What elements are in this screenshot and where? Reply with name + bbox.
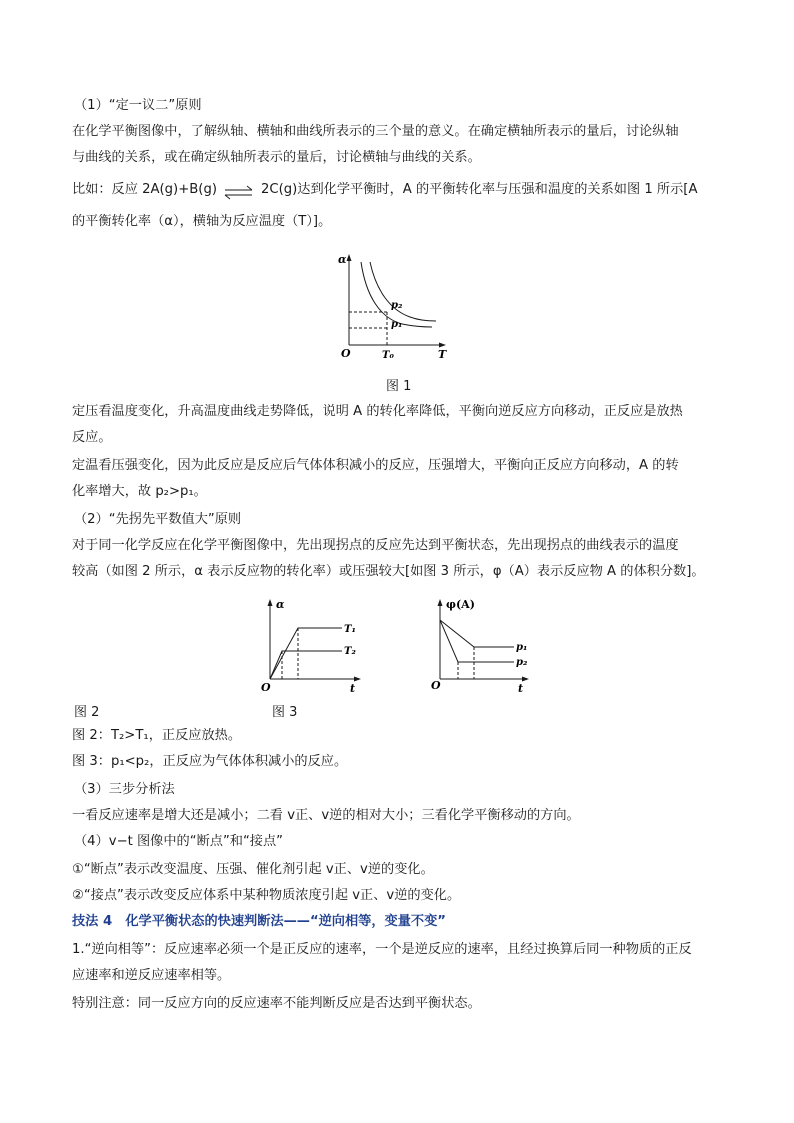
fig1-y-label: α — [338, 253, 347, 266]
paragraph-line: 图 2：T₂>T₁，正反应放热。 — [72, 728, 242, 743]
fig1-curve-p2 — [361, 262, 432, 327]
figure-3-chart — [428, 590, 540, 695]
fig2-y-arrow — [268, 599, 273, 606]
figure-1-caption: 图 1 — [386, 379, 412, 394]
fig1-origin: O — [341, 347, 351, 360]
technique-heading: 技法 4 化学平衡状态的快速判断法——“逆向相等，变量不变” — [72, 914, 446, 929]
fig1-label-p1: p₁ — [391, 319, 403, 330]
fig3-line-p2 — [440, 620, 514, 662]
paragraph-line: 1.“逆向相等”：反应速率必须一个是正反应的速率，一个是逆反应的速率，且经过换算后同一种物质的正反 — [72, 942, 692, 957]
paragraph-line-reaction-b: 2C(g)达到化学平衡时，A 的平衡转化率与压强和温度的关系如图 1 所示[A — [261, 182, 698, 197]
fig3-x-label: t — [518, 682, 524, 695]
fig2-x-label: t — [350, 682, 356, 695]
paragraph-line: 的平衡转化率（α），横轴为反应温度（T）]。 — [72, 214, 332, 229]
figure-2-caption: 图 2 — [74, 705, 100, 720]
fig3-y-arrow — [438, 599, 443, 606]
fig3-y-label: φ(A) — [446, 598, 475, 611]
paragraph-line: 较高（如图 2 所示，α 表示反应物的转化率）或压强较大[如图 3 所示，φ（A）表示反应物 A 的体积分数]。 — [72, 564, 705, 579]
fig2-label-t2: T₂ — [344, 646, 356, 657]
paragraph-line: ②“接点”表示改变反应体系中某种物质浓度引起 v正、v逆的变化。 — [72, 888, 461, 903]
paragraph-line: ①“断点”表示改变温度、压强、催化剂引起 v正、v逆的变化。 — [72, 862, 434, 877]
fig1-x-arrow — [439, 343, 446, 348]
fig1-label-p2: p₂ — [391, 300, 403, 311]
paragraph-line: 反应。 — [72, 430, 112, 445]
fig3-x-arrow — [522, 677, 529, 682]
paragraph-line: 一看反应速率是增大还是减小；二看 v正、v逆的相对大小；三看化学平衡移动的方向。 — [72, 808, 580, 823]
section-heading-4: （4）v−t 图像中的“断点”和“接点” — [74, 834, 283, 849]
equilibrium-arrow-icon — [222, 182, 258, 204]
fig1-y-arrow — [347, 254, 352, 261]
paragraph-line: 特别注意：同一反应方向的反应速率不能判断反应是否达到平衡状态。 — [72, 996, 481, 1011]
fig3-origin: O — [431, 679, 441, 692]
fig2-x-arrow — [354, 677, 361, 682]
section-heading-2: （2）“先拐先平数值大”原则 — [74, 512, 242, 527]
fig2-y-label: α — [276, 598, 285, 611]
fig3-label-p2: p₂ — [516, 657, 528, 668]
paragraph-line: 定压看温度变化，升高温度曲线走势降低，说明 A 的转化率降低，平衡向逆反应方向移动，正反应是放热 — [72, 404, 683, 419]
figure-3-caption: 图 3 — [272, 705, 298, 720]
figure-2-chart — [258, 590, 370, 695]
figure-1-chart — [330, 248, 465, 366]
fig2-label-t1: T₁ — [344, 624, 356, 635]
paragraph-line: 化率增大，故 p₂>p₁。 — [72, 484, 207, 499]
paragraph-line: 图 3：p₁<p₂，正反应为气体体积减小的反应。 — [72, 754, 348, 769]
paragraph-line: 定温看压强变化，因为此反应是反应后气体体积减小的反应，压强增大，平衡向正反应方向移动，A 的转 — [72, 458, 679, 473]
paragraph-line: 在化学平衡图像中，了解纵轴、横轴和曲线所表示的三个量的意义。在确定横轴所表示的量后，讨论纵轴 — [72, 124, 679, 139]
paragraph-line: 对于同一化学反应在化学平衡图像中，先出现拐点的反应先达到平衡状态，先出现拐点的曲线表示的温度 — [72, 538, 679, 553]
paragraph-line: 与曲线的关系，或在确定纵轴所表示的量后，讨论横轴与曲线的关系。 — [72, 150, 481, 165]
fig3-label-p1: p₁ — [516, 642, 528, 653]
paragraph-line-reaction-a: 比如：反应 2A(g)+B(g) — [72, 182, 217, 197]
section-heading-3: （3）三步分析法 — [74, 782, 175, 797]
fig1-x-tick: T₀ — [382, 350, 394, 361]
section-heading-1: （1）“定一议二”原则 — [74, 98, 202, 113]
paragraph-line: 应速率和逆反应速率相等。 — [72, 968, 231, 983]
fig1-x-label: T — [438, 348, 447, 361]
fig2-origin: O — [261, 681, 271, 694]
fig2-line-t2 — [270, 651, 342, 679]
fig3-line-p1 — [440, 620, 514, 647]
